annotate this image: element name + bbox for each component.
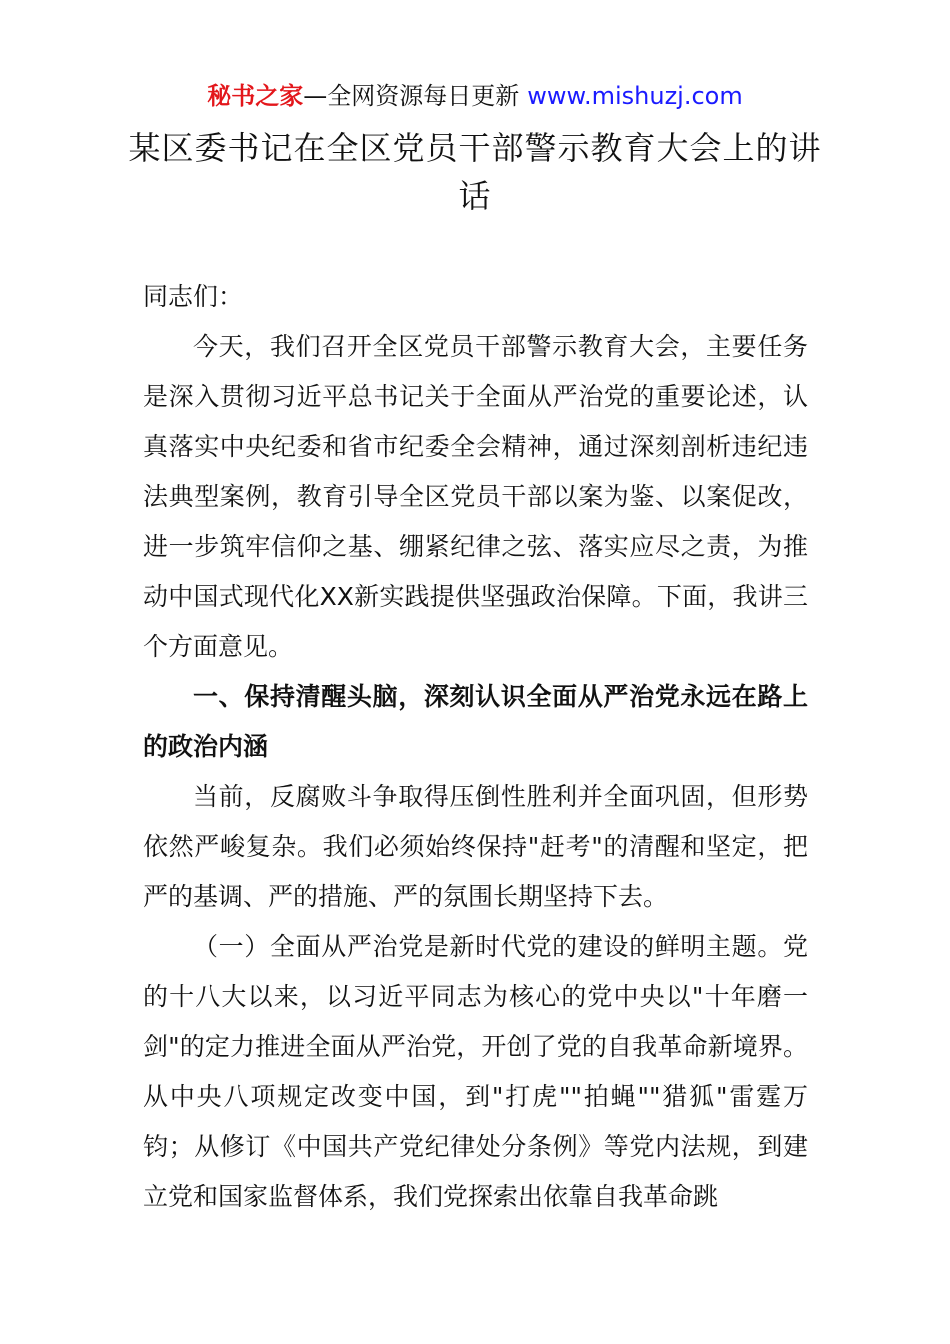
- header-tagline: —全网资源每日更新: [303, 82, 520, 110]
- salutation: 同志们：: [143, 282, 244, 311]
- document-title: 某区委书记在全区党员干部警示教育大会上的讲话: [128, 129, 822, 215]
- paragraph-situation: 当前，反腐败斗争取得压倒性胜利并全面巩固，但形势依然严峻复杂。我们必须始终保持"赶考"的清醒和坚定，把严的基调、严的措施、严的氛围长期坚持下去。: [143, 782, 808, 911]
- section-heading-1: 一、保持清醒头脑，深刻认识全面从严治党永远在路上的政治内涵: [143, 682, 808, 761]
- site-header: [0, 80, 950, 112]
- site-url-link[interactable]: www.mishuzj.com: [527, 82, 743, 110]
- brand-name: 秘书之家: [207, 82, 304, 110]
- paragraph-subsection-1: （一）全面从严治党是新时代党的建设的鲜明主题。党的十八大以来，以习近平同志为核心的党中央以"十年磨一剑"的定力推进全面从严治党，开创了党的自我革命新境界。从中央八项规定改变中国，到"打虎""拍蝇""猎狐"雷霆万钧；从修订《中国共产党纪律处分条例》等党内法规，到建立党和国家监督体系，我们党探索出依靠自我革命跳: [143, 932, 808, 1211]
- document-body: [143, 272, 808, 1222]
- paragraph-intro: 今天，我们召开全区党员干部警示教育大会，主要任务是深入贯彻习近平总书记关于全面从严治党的重要论述，认真落实中央纪委和省市纪委全会精神，通过深刻剖析违纪违法典型案例，教育引导全区党员干部以案为鉴、以案促改，进一步筑牢信仰之基、绷紧纪律之弦、落实应尽之责，为推动中国式现代化XX新实践提供坚强政治保障。下面，我讲三个方面意见。: [143, 332, 808, 661]
